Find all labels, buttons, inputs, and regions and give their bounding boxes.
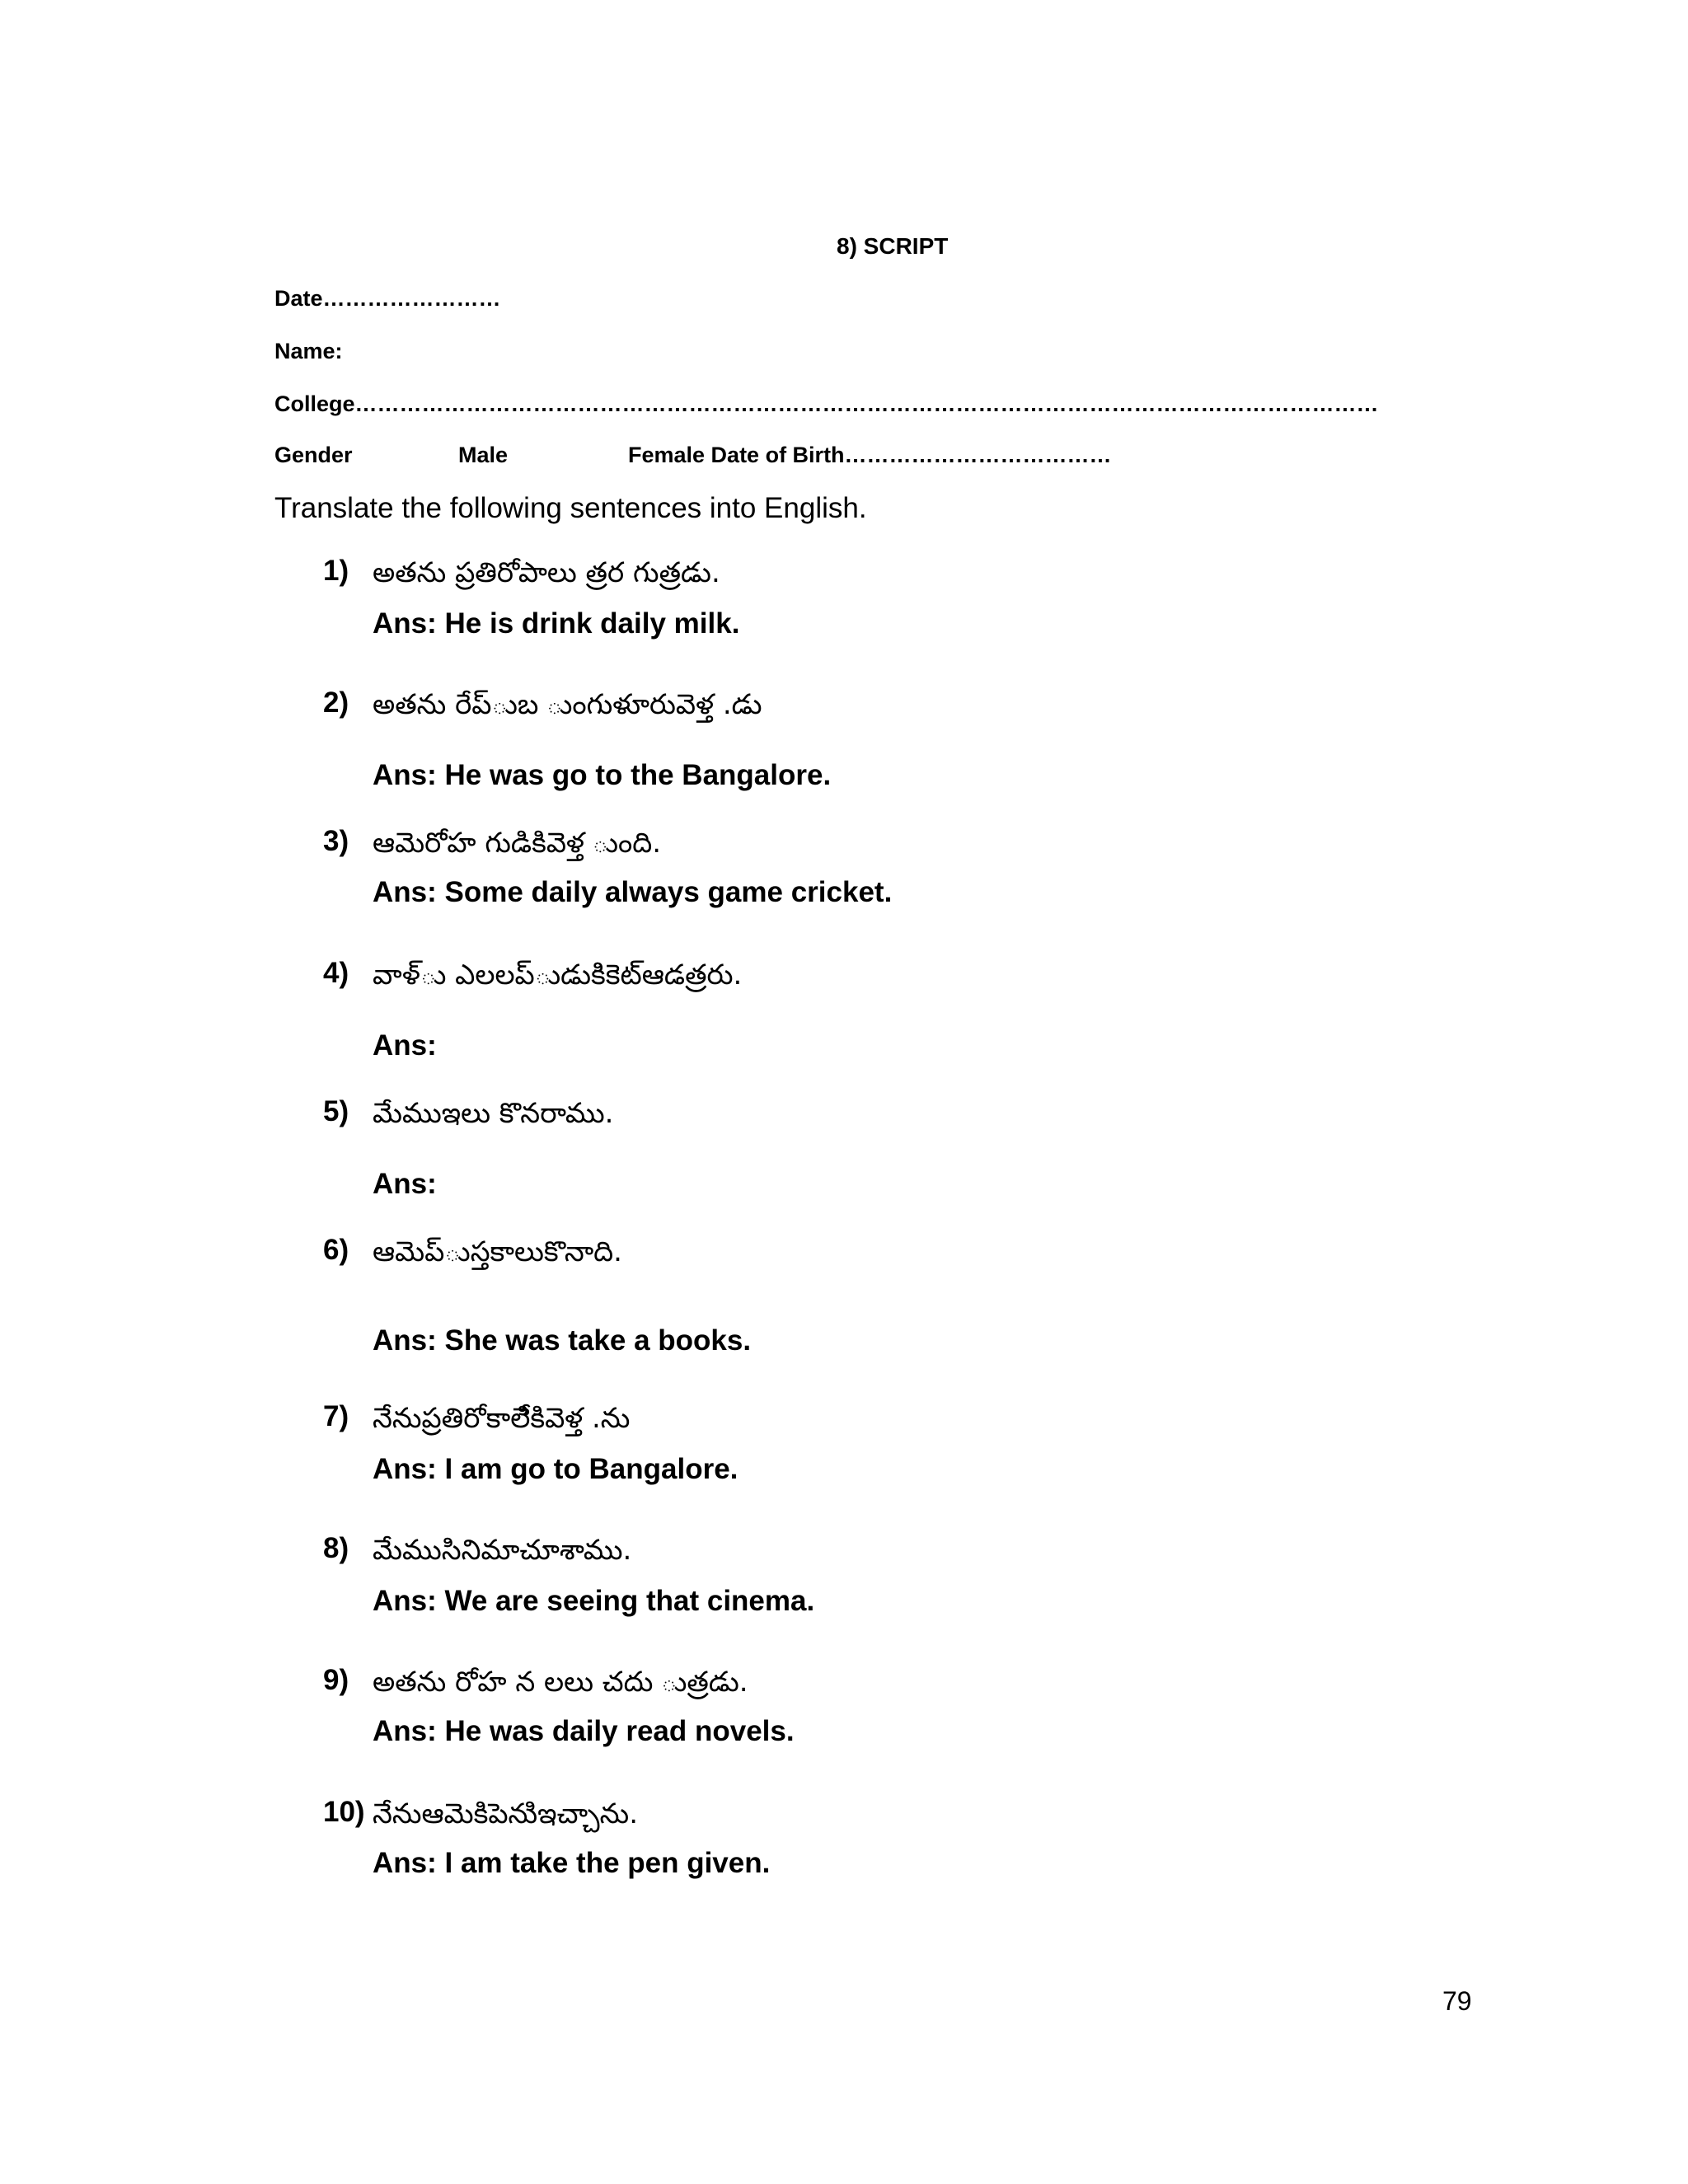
page-title: 8) SCRIPT [837,233,949,259]
question-text: అతను రేప్ుబ ుంగుళూరువెళ్త .డు [373,688,762,721]
question-text: నేనుఆమెకిపెనుిఇచ్చాను. [373,1797,639,1830]
answer-text: Ans: I am go to Bangalore. [373,1453,738,1485]
college-field: College………………………………………………………………………………………………………………………… [274,391,1379,416]
answer-text: Ans: [373,1029,437,1062]
question-text: నేనుప్రతిరోకాలేికివెళ్త .ను [373,1402,631,1435]
instruction-text: Translate the following sentences into English. [274,492,867,524]
answer-text: Ans: He was go to the Bangalore. [373,759,832,791]
answer-text: Ans: He is drink daily milk. [373,607,740,640]
question-text: ఆమెరోహ గుడికివెళ్త ుంది. [373,827,662,860]
question-text: ఆమెప్ుస్తకాలుకొనాది. [373,1235,622,1268]
question-number: 3) [323,825,349,857]
answer-text: Ans: I am take the pen given. [373,1847,771,1879]
question-number: 9) [323,1664,349,1696]
gender-label: Gender [274,443,353,467]
question-text: అతను రోహ న లలు చదు ుత్రడు. [373,1666,748,1699]
answer-text: Ans: Some daily always game cricket. [373,876,893,908]
answer-text: Ans: She was take a books. [373,1324,752,1357]
date-field: Date…………………… [274,286,501,311]
question-number: 7) [323,1400,349,1432]
question-text: మేముసినిమాచూశాము. [373,1534,632,1567]
question-number: 1) [323,555,349,587]
question-number: 6) [323,1234,349,1266]
answer-text: Ans: He was daily read novels. [373,1715,795,1747]
question-number: 10) [323,1796,365,1828]
answer-text: Ans: We are seeing that cinema. [373,1585,815,1617]
question-text: మేముఇలు కొనరాము. [373,1097,614,1130]
name-field: Name: [274,339,343,363]
answer-text: Ans: [373,1168,437,1200]
question-number: 8) [323,1532,349,1564]
question-number: 2) [323,687,349,719]
question-text: వాళ్ు ఎలలప్ుడుకిికెట్ఆడత్రరు. [373,958,743,991]
page-number: 79 [1442,1986,1472,2016]
female-dob-field: Female Date of Birth……………………………… [628,443,1112,467]
question-number: 4) [323,957,349,989]
question-number: 5) [323,1095,349,1127]
question-text: అతను ప్రతిరోపాలు త్రర గుత్రడు. [373,556,720,589]
male-option: Male [458,443,509,467]
